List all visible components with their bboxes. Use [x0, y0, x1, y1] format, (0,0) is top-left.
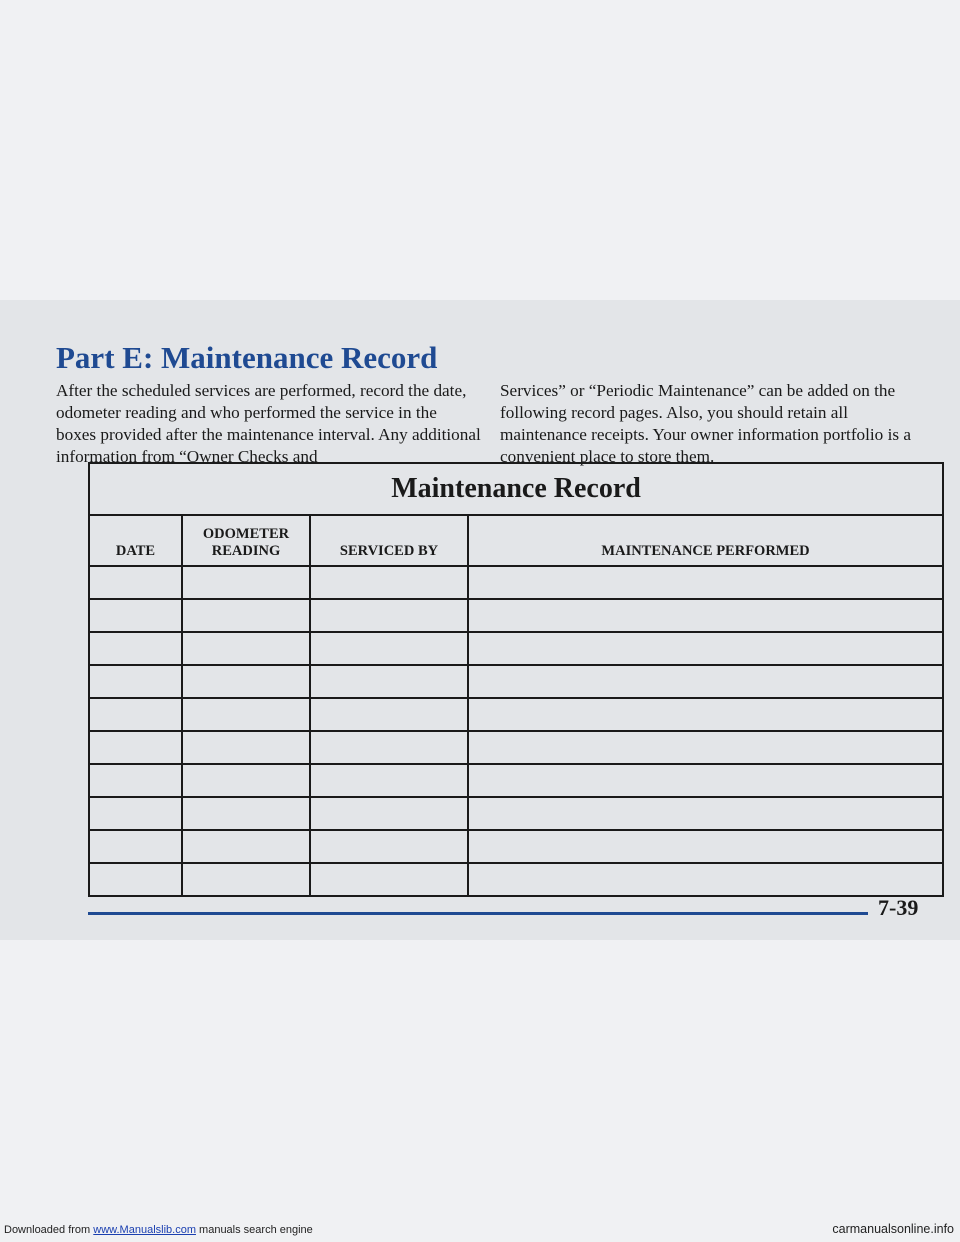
- maintenance-cell: [468, 863, 943, 896]
- serviced-by-cell: [310, 665, 468, 698]
- manualslib-link[interactable]: www.Manualslib.com: [93, 1224, 196, 1236]
- bottom-margin: [0, 940, 960, 1242]
- date-cell: [89, 632, 182, 665]
- odometer-cell: [182, 566, 310, 599]
- maintenance-cell: [468, 599, 943, 632]
- odometer-cell: [182, 632, 310, 665]
- odometer-cell: [182, 698, 310, 731]
- table-row: [89, 764, 943, 797]
- serviced-by-cell: [310, 764, 468, 797]
- serviced-by-cell: [310, 830, 468, 863]
- odometer-cell: [182, 599, 310, 632]
- serviced-by-cell: [310, 698, 468, 731]
- maintenance-cell: [468, 665, 943, 698]
- page-number: 7-39: [878, 895, 919, 920]
- column-header-serviced-by: SERVICED BY: [310, 515, 468, 566]
- odometer-header-line2: READING: [211, 543, 281, 559]
- column-header-date: DATE: [89, 515, 182, 566]
- maintenance-cell: [468, 830, 943, 863]
- serviced-by-cell: [310, 599, 468, 632]
- maintenance-cell: [468, 698, 943, 731]
- odometer-cell: [182, 830, 310, 863]
- table-row: [89, 797, 943, 830]
- odometer-cell: [182, 863, 310, 896]
- top-margin: [0, 0, 960, 300]
- odometer-header-line1: ODOMETER: [202, 526, 290, 542]
- table-row: [89, 566, 943, 599]
- column-header-maintenance-performed: MAINTENANCE PERFORMED: [468, 515, 943, 566]
- serviced-by-cell: [310, 731, 468, 764]
- date-cell: [89, 698, 182, 731]
- maintenance-cell: [468, 566, 943, 599]
- date-cell: [89, 566, 182, 599]
- table-row: [89, 632, 943, 665]
- date-cell: [89, 599, 182, 632]
- download-credit-suffix: manuals search engine: [195, 1224, 313, 1236]
- column-header-odometer-reading: [182, 515, 310, 566]
- table-row: [89, 830, 943, 863]
- odometer-cell: [182, 764, 310, 797]
- serviced-by-cell: [310, 863, 468, 896]
- date-cell: [89, 764, 182, 797]
- intro-text-left: After the scheduled services are performed, record the date, odometer reading and who performed the service in the boxes provided after the maintenance interval. Any additional information from “Owner Checks and: [56, 381, 481, 466]
- download-credit: [4, 1224, 313, 1236]
- serviced-by-cell: [310, 566, 468, 599]
- table-row: [89, 599, 943, 632]
- date-cell: [89, 797, 182, 830]
- date-cell: [89, 665, 182, 698]
- maintenance-record-table: [88, 462, 944, 897]
- date-cell: [89, 863, 182, 896]
- table-row: [89, 665, 943, 698]
- maintenance-cell: [468, 731, 943, 764]
- download-credit-prefix: Downloaded from: [4, 1224, 94, 1236]
- date-cell: [89, 830, 182, 863]
- table-title: Maintenance Record: [89, 463, 943, 515]
- maintenance-cell: [468, 764, 943, 797]
- odometer-cell: [182, 797, 310, 830]
- watermark-text: carmanualsonline.info: [832, 1222, 954, 1236]
- table-row: [89, 731, 943, 764]
- maintenance-cell: [468, 632, 943, 665]
- intro-text-right: Services” or “Periodic Maintenance” can be added on the following record pages. Also, you should retain all maintenance receipts. Your owner information portfolio is a convenient place to store them.: [500, 381, 911, 466]
- serviced-by-cell: [310, 797, 468, 830]
- table-row: [89, 863, 943, 896]
- maintenance-cell: [468, 797, 943, 830]
- section-heading: Part E: Maintenance Record: [56, 340, 438, 375]
- table-row: [89, 698, 943, 731]
- date-cell: [89, 731, 182, 764]
- odometer-cell: [182, 731, 310, 764]
- serviced-by-cell: [310, 632, 468, 665]
- footer-rule: [88, 912, 868, 915]
- odometer-cell: [182, 665, 310, 698]
